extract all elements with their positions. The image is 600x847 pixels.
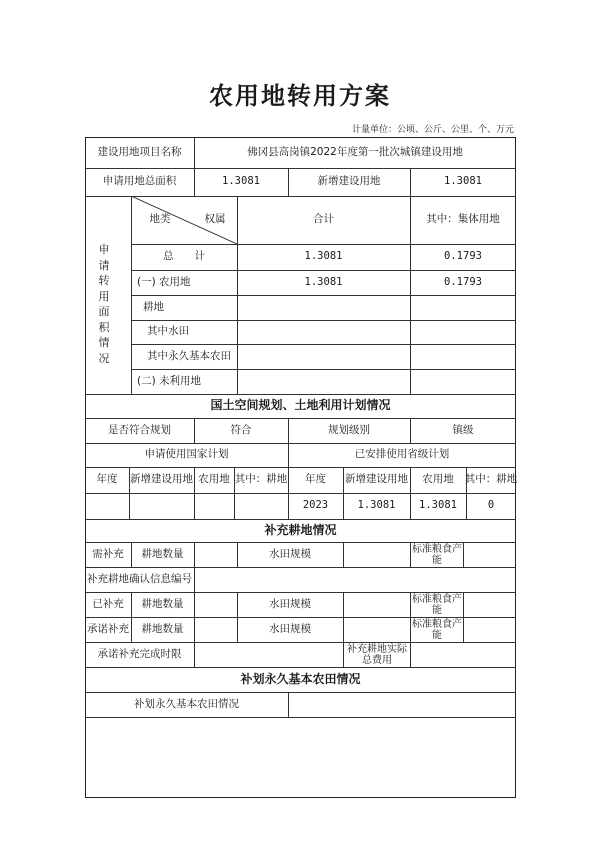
- plan-col-header: 新增建设用地: [345, 473, 408, 486]
- col-line: [463, 542, 464, 567]
- plan-value-farmland: 1.3081: [419, 499, 457, 512]
- row-unused-label: (二) 未利用地: [137, 374, 202, 387]
- row-cultivated-total: [237, 295, 410, 320]
- promise-supplement-label: 承诺补充: [87, 622, 129, 635]
- plan-col-header: 农用地: [422, 473, 454, 486]
- supplement-heading: 补充耕地情况: [264, 522, 337, 537]
- done-paddy-label: 水田规模: [269, 597, 311, 610]
- promise-grain-label: 标准粮食产能: [412, 618, 462, 641]
- col-line: [194, 642, 195, 667]
- col-line: [194, 592, 195, 642]
- col-line: [194, 542, 195, 567]
- row-total-collective: 0.1793: [444, 250, 482, 263]
- row-permanent-label: 其中永久基本农田: [147, 349, 231, 362]
- header-land-type: 地类: [149, 213, 171, 226]
- col-line: [288, 692, 289, 717]
- promise-qty-label: 耕地数量: [141, 622, 184, 635]
- row-cultivated-collective: [410, 295, 516, 320]
- row-paddy-total: [237, 320, 410, 344]
- row-paddy-label: 其中水田: [147, 325, 189, 338]
- col-line: [131, 196, 132, 394]
- promise-paddy-label: 水田规模: [269, 622, 311, 635]
- plan-value: [129, 493, 194, 519]
- new-construction-value: 1.3081: [444, 175, 482, 188]
- deadline-label: 承诺补充完成时限: [97, 647, 182, 660]
- permanent-label: 补划永久基本农田情况: [134, 697, 239, 710]
- conform-label: 是否符合规划: [108, 423, 171, 436]
- confirm-id-label: 补充耕地确认信息编号: [87, 572, 192, 585]
- page-title: 农用地转用方案: [209, 82, 391, 110]
- national-plan-label: 申请使用国家计划: [144, 448, 229, 461]
- plan-col-header: 农用地: [198, 473, 230, 486]
- row-total-total: 1.3081: [304, 250, 343, 263]
- need-qty-label: 耕地数量: [141, 547, 184, 560]
- row-unused-collective: [410, 369, 516, 394]
- plan-level-label: 规划级别: [328, 423, 370, 436]
- plan-col-header: 新增建设用地: [130, 473, 193, 486]
- row-permanent-collective: [410, 344, 516, 369]
- row-total-label: 总 计: [163, 250, 205, 263]
- row-paddy-collective: [410, 320, 516, 344]
- planning-heading: 国土空间规划、土地利用计划情况: [210, 398, 391, 413]
- plan-value-new-construction: 1.3081: [357, 499, 396, 512]
- done-supplement-label: 已补充: [92, 597, 124, 610]
- project-name: 佛冈县高岗镇2022年度第一批次城镇建设用地: [247, 145, 463, 158]
- col-line: [194, 567, 195, 592]
- project-label: 建设用地项目名称: [97, 145, 182, 158]
- new-construction-label: 新增建设用地: [317, 175, 381, 188]
- row-line: [85, 717, 516, 718]
- header-ownership: 权属: [204, 213, 226, 226]
- conform-value: 符合: [230, 423, 252, 436]
- row-farmland-total: 1.3081: [304, 275, 343, 288]
- row-farmland-label: (一) 农用地: [137, 275, 191, 288]
- col-line: [410, 592, 411, 642]
- need-grain-label: 标准粮食产能: [412, 543, 462, 566]
- col-line: [343, 542, 344, 567]
- need-supplement-label: 需补充: [92, 547, 124, 560]
- plan-col-header: 其中：耕地: [464, 473, 518, 486]
- need-paddy-label: 水田规模: [269, 547, 311, 560]
- col-total-header: 合计: [313, 213, 334, 226]
- plan-col-header: 年度: [305, 473, 326, 486]
- col-line: [410, 642, 411, 667]
- row-cultivated-label: 耕地: [143, 300, 164, 313]
- row-unused-total: [237, 369, 410, 394]
- col-collective-header: 其中：集体用地: [426, 213, 500, 226]
- row-farmland-collective: 0.1793: [444, 275, 482, 288]
- apply-side-label: 申请转用面积情况: [98, 243, 110, 365]
- plan-value: [194, 493, 234, 519]
- plan-value: [85, 493, 129, 519]
- row-permanent-total: [237, 344, 410, 369]
- col-line: [410, 542, 411, 567]
- plan-col-header: 年度: [96, 473, 118, 486]
- actual-cost-label: 补充耕地实际总费用: [347, 643, 407, 666]
- plan-col-header: 其中：耕地: [234, 473, 288, 486]
- done-qty-label: 耕地数量: [141, 597, 184, 610]
- col-line: [463, 592, 464, 642]
- total-area-value: 1.3081: [222, 175, 260, 188]
- col-line: [343, 592, 344, 642]
- permanent-heading: 补划永久基本农田情况: [240, 671, 361, 686]
- provincial-plan-label: 已安排使用省级计划: [354, 448, 450, 461]
- plan-value: [234, 493, 288, 519]
- total-area-label: 申请用地总面积: [102, 175, 177, 188]
- plan-value-year: 2023: [302, 499, 329, 512]
- unit-note: 计量单位：公顷、公斤、公里、个、万元: [351, 125, 514, 135]
- plan-value-cultivated: 0: [487, 499, 495, 512]
- col-line: [343, 642, 344, 667]
- plan-level-value: 镇级: [452, 423, 474, 436]
- done-grain-label: 标准粮食产能: [412, 593, 462, 616]
